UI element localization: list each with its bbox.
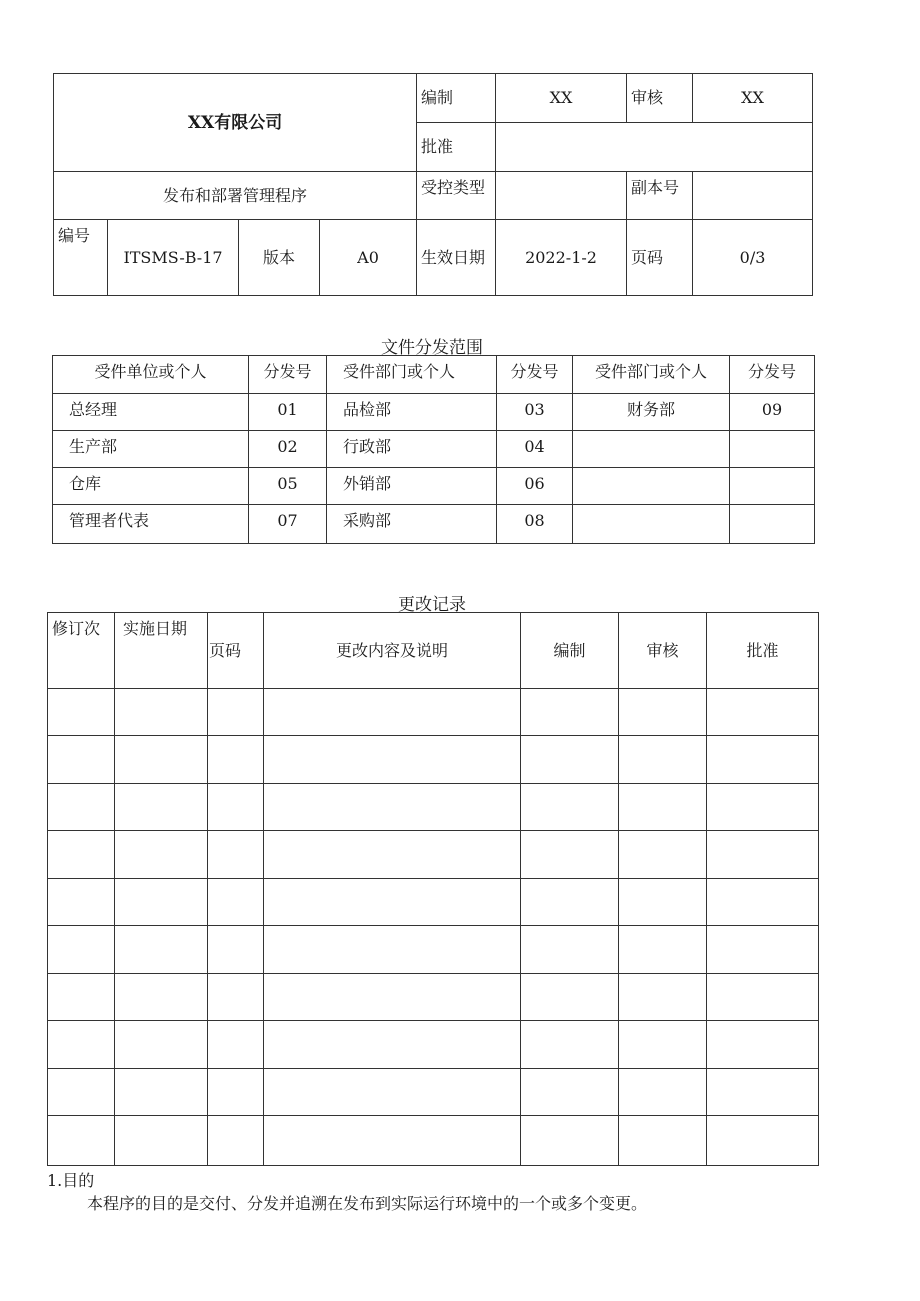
doc-title: 发布和部署管理程序 [54,172,417,220]
copy-no-value [693,172,813,220]
dist-cell: 外销部 [327,468,497,505]
document-header-table [53,73,813,296]
dist-header-no: 分发号 [249,356,327,394]
distribution-title: 文件分发范围 [381,338,483,358]
doc-no-label: 编号 [54,220,108,296]
dist-cell: 财务部 [573,394,730,431]
dist-cell: 仓库 [53,468,249,505]
dist-cell [573,431,730,468]
dist-cell: 06 [497,468,573,505]
copy-no-label: 副本号 [627,172,693,220]
dist-cell: 品检部 [327,394,497,431]
dist-cell: 07 [249,505,327,544]
log-header-approved: 批准 [707,613,819,689]
log-header-content: 更改内容及说明 [264,613,521,689]
reviewed-label: 审核 [627,74,693,123]
effective-date-label: 生效日期 [417,220,496,296]
page-value: 0/3 [693,220,813,296]
prepared-value: XX [496,74,627,123]
dist-header-unit: 受件单位或个人 [53,356,249,394]
page-label: 页码 [627,220,693,296]
dist-cell: 采购部 [327,505,497,544]
table-row [53,468,815,505]
dist-header-dept: 受件部门或个人 [573,356,730,394]
dist-header-no: 分发号 [497,356,573,394]
log-header-date: 实施日期 [115,613,208,689]
table-row [53,431,815,468]
controlled-type-value [496,172,627,220]
dist-cell: 行政部 [327,431,497,468]
controlled-type-label: 受控类型 [417,172,496,220]
log-header-prepared: 编制 [521,613,619,689]
effective-date-value: 2022-1-2 [496,220,627,296]
table-row [53,394,815,431]
section-body: 本程序的目的是交付、分发并追溯在发布到实际运行环境中的一个或多个变更。 [87,1194,648,1213]
table-row [48,784,819,831]
table-row [48,926,819,974]
table-row [48,1069,819,1116]
dist-cell [573,468,730,505]
dist-cell: 05 [249,468,327,505]
dist-header-no: 分发号 [730,356,815,394]
dist-cell: 02 [249,431,327,468]
company-name: XX有限公司 [54,74,417,172]
section-heading: 1.目的 [47,1171,95,1190]
log-header-revision: 修订次 [48,613,115,689]
version-value: A0 [320,220,417,296]
table-row [48,974,819,1021]
prepared-label: 编制 [417,74,496,123]
dist-cell: 03 [497,394,573,431]
dist-cell: 09 [730,394,815,431]
dist-cell: 总经理 [53,394,249,431]
dist-header-dept: 受件部门或个人 [327,356,497,394]
change-log-title: 更改记录 [398,595,466,615]
dist-cell: 08 [497,505,573,544]
table-row [48,831,819,879]
dist-cell: 生产部 [53,431,249,468]
log-header-reviewed: 审核 [619,613,707,689]
dist-cell [573,505,730,544]
table-row [48,736,819,784]
reviewed-value: XX [693,74,813,123]
table-row [48,879,819,926]
distribution-table [52,355,815,544]
dist-cell [730,468,815,505]
dist-cell: 01 [249,394,327,431]
dist-cell: 04 [497,431,573,468]
table-row [48,689,819,736]
change-log-table [47,612,819,1166]
approved-label: 批准 [417,123,496,172]
dist-cell: 管理者代表 [53,505,249,544]
version-label: 版本 [239,220,320,296]
approved-value [496,123,813,172]
table-row [53,505,815,544]
dist-cell [730,431,815,468]
table-row [48,1021,819,1069]
table-row [48,1116,819,1166]
log-header-page: 页码 [208,613,264,689]
dist-cell [730,505,815,544]
doc-no-value: ITSMS-B-17 [108,220,239,296]
